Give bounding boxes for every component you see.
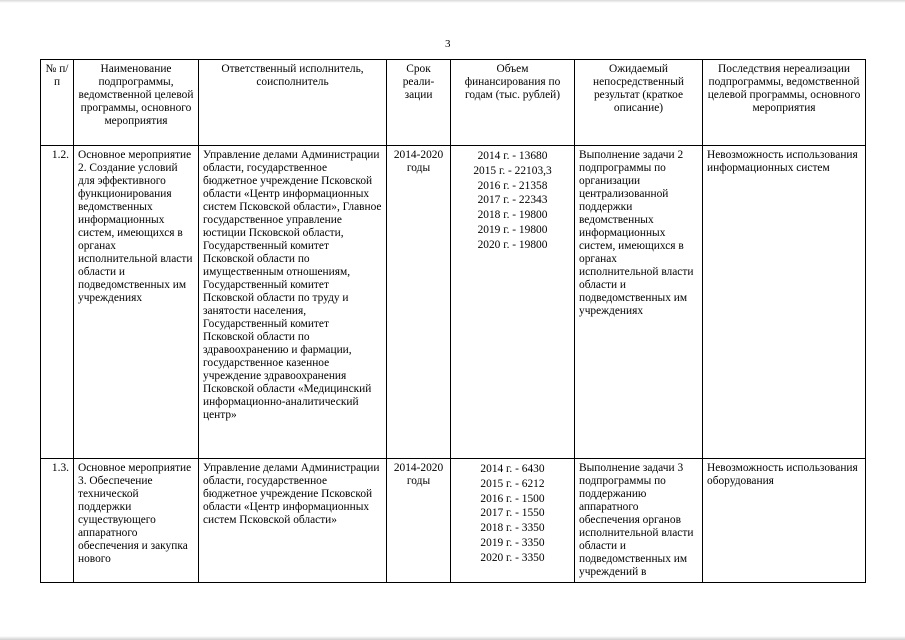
table-row <box>41 146 866 459</box>
consequence-cell: Невозможность использования оборудования <box>703 459 866 583</box>
scan-edge-bottom <box>0 636 905 640</box>
table-header-row <box>41 60 866 146</box>
page-number: 3 <box>445 38 451 50</box>
volume-line: 2018 г. - 19800 <box>477 209 548 222</box>
row-number: 1.2. <box>41 146 74 459</box>
volume-cell <box>451 146 575 459</box>
executor-cell: Управление делами Администрации области, государственное бюджетное учреждение Псковской области «Центр информационных систем Псковской области» <box>199 459 387 583</box>
header-volume: Объем финансирования по годам (тыс. рублей) <box>451 60 575 146</box>
header-result: Ожидаемый непосредственный результат (краткое описание) <box>575 60 703 146</box>
executor-cell: Управление делами Администрации области, государственное бюджетное учреждение Псковской области «Центр информационных систем Псковской области», Главное государственное управление юстиции Псковской области, Государственный комитет Псковской области по имущественным отношениям, Государственный комитет Псковской области по труду и занятости населения, Государственный комитет Псковской области по здравоохранению и фармации, государственное казенное учреждение здравоохранения Псковской области «Медицинский информационно-аналитический центр» <box>199 146 387 459</box>
header-executor: Ответственный исполнитель, соисполнитель <box>199 60 387 146</box>
row-number: 1.3. <box>41 459 74 583</box>
header-num: № п/п <box>41 60 74 146</box>
volume-line: 2017 г. - 22343 <box>477 194 548 207</box>
volume-line: 2014 г. - 6430 <box>480 463 545 475</box>
event-name: Основное мероприятие 2. Создание условий для эффективного функционирования ведомственных информационных систем, имеющихся в органах исполнительной власти области и подведомственных им учреждениях <box>74 146 199 459</box>
volume-line: 2020 г. - 3350 <box>480 551 545 564</box>
term-cell: 2014-2020 годы <box>387 459 451 583</box>
volume-cell <box>451 459 575 583</box>
result-cell: Выполнение задачи 2 подпрограммы по организации централизованной поддержки ведомственных информационных систем, имеющихся в органах исполнительной власти области и подведомственных им учреждениях <box>575 146 703 459</box>
volume-line: 2014 г. - 13680 <box>477 150 548 162</box>
volume-line: 2019 г. - 19800 <box>477 223 548 236</box>
header-name: Наименование подпрограммы, ведомственной целевой программы, основного мероприятия <box>74 60 199 146</box>
header-consequence: Последствия нереализации подпрограммы, ведомственной целевой программы, основного мероприятия <box>703 60 866 146</box>
result-cell: Выполнение задачи 3 подпрограммы по поддержанию аппаратного обеспечения органов исполнительной власти области и подведомственных им учреждений в <box>575 459 703 583</box>
program-table <box>40 59 866 583</box>
volume-line: 2019 г. - 3350 <box>480 536 545 549</box>
consequence-cell: Невозможность использования информационных систем <box>703 146 866 459</box>
volume-line: 2018 г. - 3350 <box>480 522 545 535</box>
volume-line: 2017 г. - 1550 <box>480 507 545 520</box>
term-cell: 2014-2020 годы <box>387 146 451 459</box>
volume-line: 2016 г. - 21358 <box>477 179 548 192</box>
volume-line: 2015 г. - 22103,3 <box>473 164 552 177</box>
header-term: Срок реали-зации <box>387 60 451 146</box>
scan-edge-top <box>0 0 905 3</box>
volume-line: 2016 г. - 1500 <box>480 492 545 505</box>
volume-line: 2015 г. - 6212 <box>480 477 545 490</box>
table-row <box>41 459 866 583</box>
volume-line: 2020 г. - 19800 <box>477 238 548 251</box>
event-name: Основное мероприятие 3. Обеспечение технической поддержки существующего аппаратного обеспечения и закупка нового <box>74 459 199 583</box>
